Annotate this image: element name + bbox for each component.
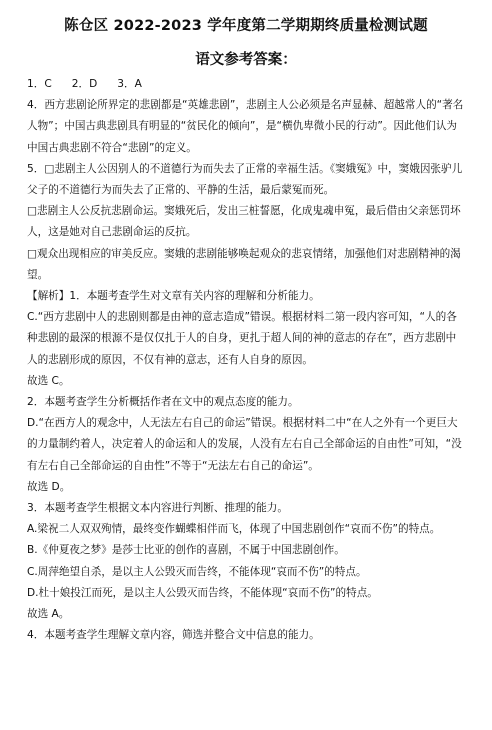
paragraph-q5-point2: □悲剧主人公反抗悲剧命运。窦娥死后，发出三桩誓愿，化成鬼魂申冤，最后借由父亲惩罚坏人，这是她对自己悲剧命运的反抗。 bbox=[27, 205, 461, 239]
analysis-q1-intro: 【解析】1．本题考查学生对文章有关内容的理解和分析能力。 bbox=[27, 290, 320, 303]
document-title: 陈仓区 2022-2023 学年度第二学期期终质量检测试题 bbox=[64, 18, 428, 34]
analysis-q3-intro: 3．本题考查学生根据文本内容进行判断、推理的能力。 bbox=[27, 502, 288, 515]
answer-2: 2．D bbox=[71, 78, 98, 90]
paragraph-q4: 4．西方悲剧论所界定的悲剧都是“英雄悲剧”，悲剧主人公必须是名声显赫、超越常人的“著名人物”；中国古典悲剧具有明显的“贫民化的倾向”，是“横仇卑微小民的行动”。因此他们认为中国古典悲剧不符合“悲剧”的定义。 bbox=[27, 99, 464, 154]
answer-3: 3．A bbox=[117, 78, 142, 90]
analysis-q3-option-a: A.梁祝二人双双殉情，最终变作蝴蝶相伴而飞，体现了中国悲剧创作“哀而不伤”的特点。 bbox=[27, 523, 441, 536]
paragraph-q5-point1: 5．□悲剧主人公因别人的不道德行为而失去了正常的幸福生活。《窦娥冤》中，窦娥因张驴儿父子的不道德行为而失去了正常的、平静的生活，最后蒙冤而死。 bbox=[27, 162, 463, 197]
analysis-q3-choice: 故选 A。 bbox=[27, 608, 70, 621]
answer-body bbox=[27, 74, 465, 646]
analysis-q1-choice: 故选 C。 bbox=[27, 374, 70, 387]
analysis-q3-option-d: D.杜十娘投江而死，是以主人公毁灭而告终，不能体现“哀而不伤”的特点。 bbox=[27, 586, 378, 599]
answer-1: 1．C bbox=[27, 78, 52, 90]
analysis-q3-option-c: C.周萍绝望自杀，是以主人公毁灭而告终，不能体现“哀而不伤”的特点。 bbox=[27, 565, 367, 578]
analysis-q2-intro: 2．本题考查学生分析概括作者在文中的观点态度的能力。 bbox=[27, 396, 299, 409]
document-subtitle: 语文参考答案： bbox=[195, 52, 297, 68]
analysis-q4-intro: 4．本题考查学生理解文章内容，筛选并整合文中信息的能力。 bbox=[27, 629, 320, 642]
paragraph-q5-point3: □观众出现相应的审美反应。窦娥的悲剧能够唤起观众的悲哀情绪，加强他们对悲剧精神的渴望。 bbox=[27, 247, 461, 281]
analysis-q2-choice: 故选 D。 bbox=[27, 480, 71, 493]
analysis-q3-option-b: B.《仲夏夜之梦》是莎士比亚的创作的喜剧，不属于中国悲剧创作。 bbox=[27, 544, 345, 557]
analysis-q2-detail: D.“在西方人的观念中，人无法左右自己的命运”错误。根据材料二中“在人之外有一个更巨大的力量制约着人，决定着人的命运和人的发展，人没有左右自己全部命运的自由性”可知，“没有左右自己全部命运的自由性”不等于“无法左右自己的命运”。 bbox=[27, 417, 462, 472]
multiple-choice-answers bbox=[27, 74, 465, 95]
analysis-q1-detail: C.“西方悲剧中人的悲剧则都是由神的意志造成”错误。根据材料二第一段内容可知，“人的各种悲剧的最深的根源不是仅仅扎于人的自身，更扎于超人间的神的意志的存在”，西方悲剧中人的悲剧形成的原因，不仅有神的意志，还有人自身的原因。 bbox=[27, 311, 457, 366]
